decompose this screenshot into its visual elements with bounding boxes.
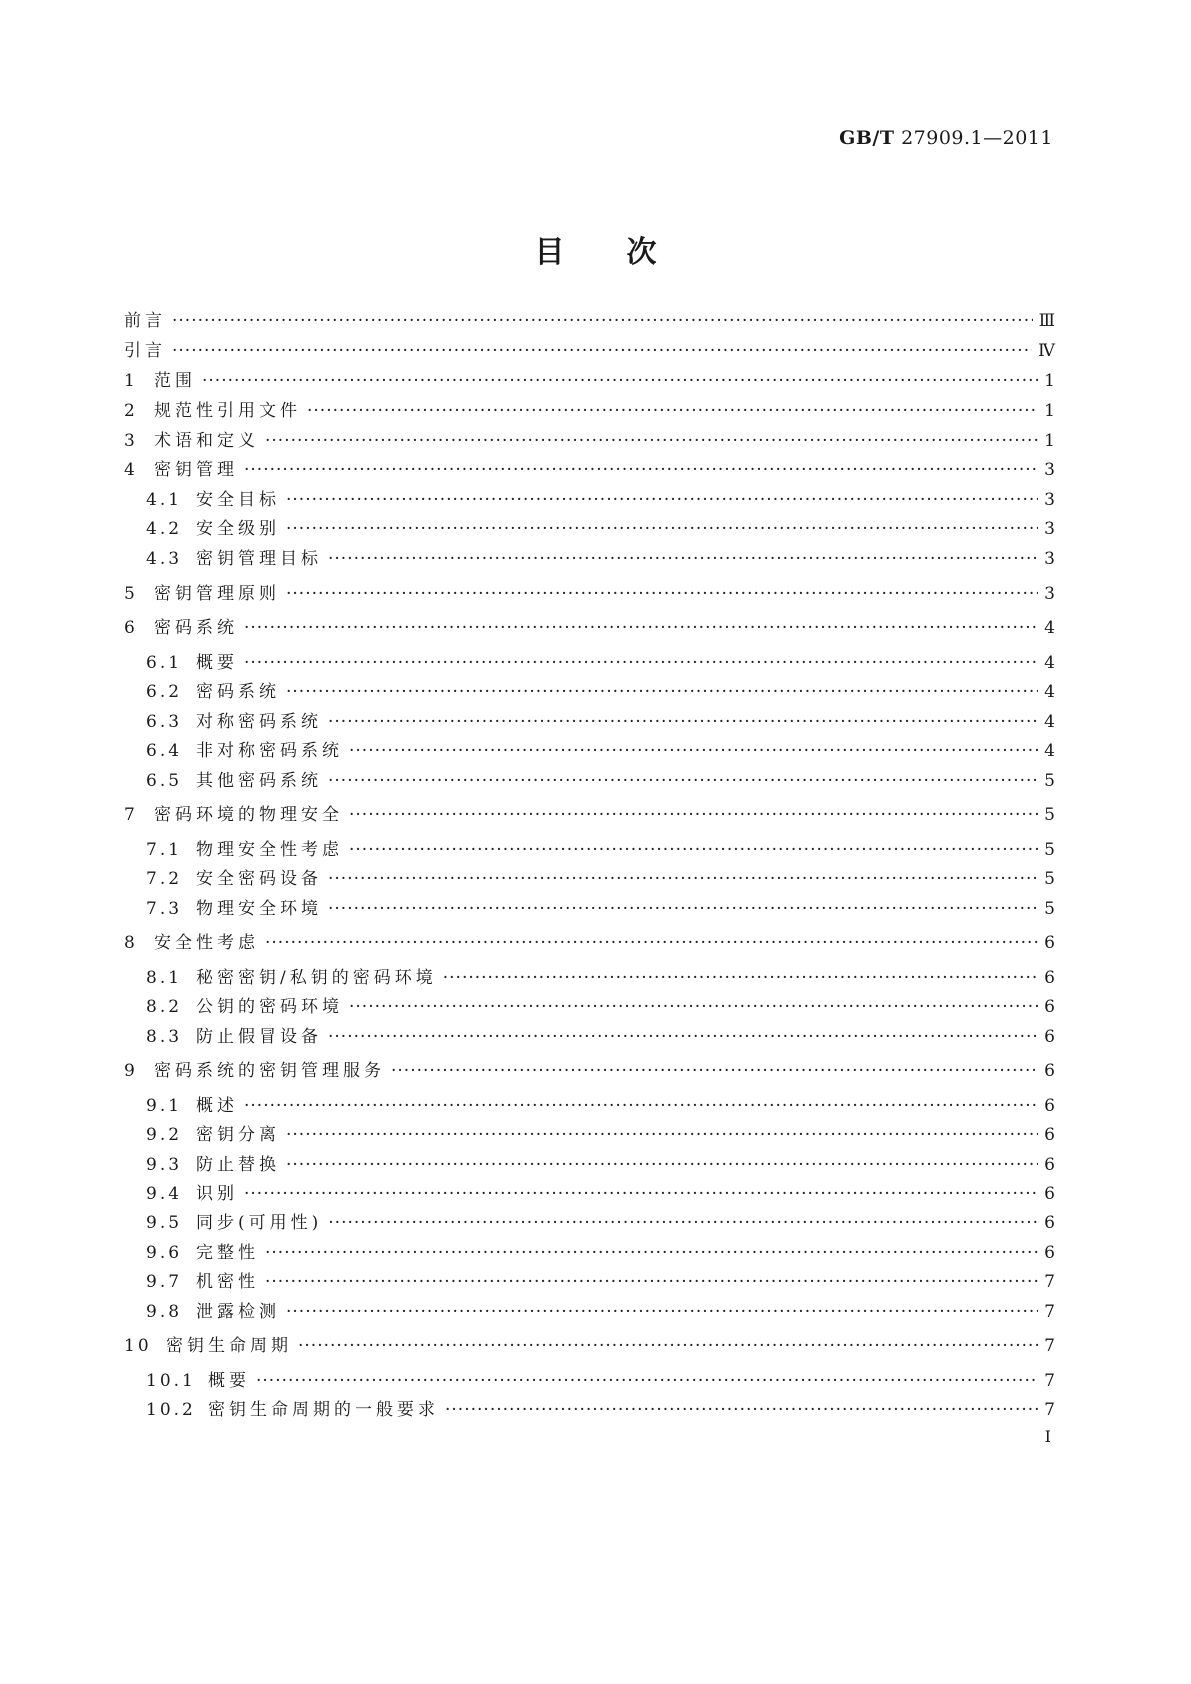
toc-entry-number: 8.2 (146, 997, 183, 1017)
toc-entry-number: 9.5 (146, 1213, 183, 1233)
toc-leader-dots (298, 1332, 1038, 1360)
toc-leader-dots (443, 964, 1038, 992)
toc-entry[interactable] (124, 1151, 1055, 1179)
toc-entry-page: 6 (1044, 997, 1055, 1017)
toc-entry-label: 密钥分离 (196, 1125, 280, 1145)
toc-entry-label: 其他密码系统 (196, 771, 322, 791)
toc-entry-number: 7.3 (146, 899, 183, 919)
toc-entry-page: 1 (1044, 431, 1055, 451)
toc-entry-label: 密钥生命周期的一般要求 (208, 1400, 439, 1420)
toc-entry-page: Ⅳ (1038, 341, 1055, 361)
toc-leader-dots (286, 1151, 1038, 1179)
toc-leader-dots (172, 307, 1033, 335)
toc-entry[interactable] (124, 678, 1055, 706)
toc-entry-label: 密钥管理目标 (196, 549, 322, 569)
toc-entry-label: 安全密码设备 (196, 869, 322, 889)
toc-entry-page: 5 (1044, 899, 1055, 919)
toc-entry-label: 概要 (196, 653, 238, 673)
toc-entry[interactable] (124, 1057, 1055, 1085)
toc-entry-label: 概要 (208, 1371, 250, 1391)
toc-entry-label: 规范性引用文件 (154, 401, 301, 421)
toc-entry-number: 9.7 (146, 1272, 183, 1292)
toc-entry-label: 安全目标 (196, 490, 280, 510)
toc-entry[interactable] (124, 929, 1055, 957)
toc-entry[interactable] (124, 895, 1055, 923)
toc-leader-dots (244, 1092, 1038, 1120)
toc-entry-number: 7.1 (146, 840, 183, 860)
toc-leader-dots (328, 1023, 1038, 1051)
toc-leader-dots (172, 337, 1032, 365)
toc-entry-page: 1 (1044, 371, 1055, 391)
toc-entry-label: 物理安全性考虑 (196, 840, 343, 860)
toc-entry-page: 6 (1044, 1061, 1055, 1081)
toc-entry-page: 5 (1044, 771, 1055, 791)
toc-entry-number: 6.2 (146, 682, 183, 702)
toc-entry[interactable] (124, 580, 1055, 608)
toc-entry-label: 安全性考虑 (154, 933, 259, 953)
toc-entry-label: 密码系统 (154, 618, 238, 638)
toc-entry-page: 6 (1044, 1184, 1055, 1204)
toc-entry[interactable] (124, 865, 1055, 893)
toc-entry[interactable] (124, 307, 1055, 335)
toc-entry-page: 4 (1044, 741, 1055, 761)
toc-leader-dots (328, 545, 1038, 573)
toc-entry-number: 8 (124, 933, 138, 953)
toc-entry-number: 10.2 (146, 1400, 196, 1420)
toc-entry[interactable] (124, 993, 1055, 1021)
toc-entry-page: 6 (1044, 1027, 1055, 1047)
toc-entry[interactable] (124, 427, 1055, 455)
toc-entry[interactable] (124, 708, 1055, 736)
toc-entry-number: 7 (124, 805, 138, 825)
toc-leader-dots (202, 367, 1038, 395)
toc-entry-number: 9.8 (146, 1302, 183, 1322)
toc-entry-number: 9.4 (146, 1184, 183, 1204)
toc-entry[interactable] (124, 614, 1055, 642)
toc-entry-label: 前言 (124, 311, 166, 331)
toc-entry-label: 非对称密码系统 (196, 741, 343, 761)
toc-entry-number: 8.1 (146, 968, 183, 988)
toc-entry-page: Ⅲ (1038, 311, 1055, 331)
toc-entry[interactable] (124, 836, 1055, 864)
toc-entry-label: 对称密码系统 (196, 712, 322, 732)
page-folio: Ⅰ (1044, 1427, 1051, 1446)
toc-leader-dots (391, 1057, 1038, 1085)
toc-entry-number: 1 (124, 371, 138, 391)
toc-entry-page: 6 (1044, 968, 1055, 988)
toc-leader-dots (307, 397, 1038, 425)
toc-entry-page: 6 (1044, 933, 1055, 953)
toc-entry[interactable] (124, 767, 1055, 795)
toc-entry-number: 9 (124, 1061, 138, 1081)
toc-entry-page: 4 (1044, 712, 1055, 732)
toc-entry-page: 5 (1044, 805, 1055, 825)
toc-leader-dots (244, 456, 1038, 484)
toc-entry-page: 3 (1044, 460, 1055, 480)
toc-leader-dots (328, 895, 1038, 923)
toc-entry-number: 3 (124, 431, 138, 451)
toc-entry[interactable] (124, 1092, 1055, 1120)
toc-entry-page: 6 (1044, 1213, 1055, 1233)
toc-entry[interactable] (124, 649, 1055, 677)
toc-entry[interactable] (124, 397, 1055, 425)
toc-entry-page: 4 (1044, 653, 1055, 673)
toc-entry-number: 5 (124, 584, 138, 604)
toc-entry-page: 4 (1044, 682, 1055, 702)
toc-entry-label: 密码系统的密钥管理服务 (154, 1061, 385, 1081)
toc-entry-number: 9.2 (146, 1125, 183, 1145)
toc-leader-dots (244, 614, 1038, 642)
toc-entry-number: 4.2 (146, 519, 183, 539)
toc-entry-label: 公钥的密码环境 (196, 997, 343, 1017)
toc-leader-dots (328, 1209, 1038, 1237)
toc-entry-label: 安全级别 (196, 519, 280, 539)
toc-leader-dots (349, 737, 1038, 765)
toc-leader-dots (286, 486, 1038, 514)
toc-entry[interactable] (124, 1121, 1055, 1149)
toc-leader-dots (244, 649, 1038, 677)
toc-entry-page: 7 (1044, 1272, 1055, 1292)
toc-entry-number: 6.1 (146, 653, 183, 673)
page-title: 目次 (534, 235, 719, 270)
toc-entry-number: 4.3 (146, 549, 183, 569)
toc-entry-number: 6.5 (146, 771, 183, 791)
toc-entry-number: 9.1 (146, 1096, 183, 1116)
toc-entry-label: 密钥生命周期 (166, 1336, 292, 1356)
toc-entry[interactable] (124, 337, 1055, 365)
toc-leader-dots (286, 515, 1038, 543)
toc-entry-number: 7.2 (146, 869, 183, 889)
toc-entry[interactable] (124, 1396, 1055, 1424)
toc-leader-dots (328, 767, 1038, 795)
toc-entry-label: 防止替换 (196, 1155, 280, 1175)
toc-entry-label: 识别 (196, 1184, 238, 1204)
toc-entry[interactable] (124, 367, 1055, 395)
toc-entry-label: 物理安全环境 (196, 899, 322, 919)
toc-entry-page: 7 (1044, 1336, 1055, 1356)
toc-leader-dots (286, 1121, 1038, 1149)
toc-entry[interactable] (124, 1298, 1055, 1326)
toc-leader-dots (265, 1268, 1038, 1296)
toc-entry-number: 2 (124, 401, 138, 421)
toc-entry[interactable] (124, 964, 1055, 992)
toc-entry-number: 6.4 (146, 741, 183, 761)
toc-entry-number: 8.3 (146, 1027, 183, 1047)
toc-leader-dots (286, 1298, 1038, 1326)
toc-entry-label: 同步(可用性) (196, 1213, 323, 1233)
toc-entry[interactable] (124, 737, 1055, 765)
toc-leader-dots (349, 993, 1038, 1021)
toc-entry[interactable] (124, 1268, 1055, 1296)
toc-entry-page: 7 (1044, 1302, 1055, 1322)
toc-leader-dots (328, 708, 1038, 736)
toc-leader-dots (265, 427, 1038, 455)
toc-entry-page: 6 (1044, 1155, 1055, 1175)
toc-leader-dots (256, 1367, 1038, 1395)
toc-entry-number: 4.1 (146, 490, 183, 510)
toc-leader-dots (349, 801, 1038, 829)
toc-entry-label: 引言 (124, 341, 166, 361)
toc-entry-page: 4 (1044, 618, 1055, 638)
toc-entry-page: 7 (1044, 1371, 1055, 1391)
toc-leader-dots (265, 929, 1038, 957)
toc-entry[interactable] (124, 1332, 1055, 1360)
toc-entry-label: 密钥管理 (154, 460, 238, 480)
toc-entry[interactable] (124, 1023, 1055, 1051)
toc-entry-page: 7 (1044, 1400, 1055, 1420)
toc-entry-page: 3 (1044, 549, 1055, 569)
toc-entry[interactable] (124, 545, 1055, 573)
toc-entry-number: 4 (124, 460, 138, 480)
toc-entry[interactable] (124, 1367, 1055, 1395)
toc-entry-label: 概述 (196, 1096, 238, 1116)
standard-code-number: 27909.1—2011 (901, 127, 1053, 149)
toc-leader-dots (265, 1239, 1038, 1267)
toc-entry-number: 10 (124, 1336, 152, 1356)
toc-leader-dots (286, 580, 1038, 608)
toc-entry-label: 机密性 (196, 1272, 259, 1292)
toc-entry[interactable] (124, 1209, 1055, 1237)
toc-leader-dots (244, 1180, 1038, 1208)
standard-code (839, 127, 1053, 149)
standard-code-prefix: GB/T (839, 127, 895, 149)
toc-entry-label: 秘密密钥/私钥的密码环境 (196, 968, 437, 988)
toc-leader-dots (349, 836, 1038, 864)
toc-leader-dots (445, 1396, 1038, 1424)
toc-leader-dots (286, 678, 1038, 706)
toc-entry[interactable] (124, 801, 1055, 829)
toc-entry-label: 密钥管理原则 (154, 584, 280, 604)
toc-entry-label: 泄露检测 (196, 1302, 280, 1322)
toc-entry-label: 范围 (154, 371, 196, 391)
toc-entry-label: 密码系统 (196, 682, 280, 702)
toc-entry-page: 6 (1044, 1243, 1055, 1263)
toc-entry-number: 9.3 (146, 1155, 183, 1175)
toc-entry-page: 6 (1044, 1096, 1055, 1116)
toc-entry[interactable] (124, 1239, 1055, 1267)
toc-entry-page: 1 (1044, 401, 1055, 421)
toc-leader-dots (328, 865, 1038, 893)
toc-entry[interactable] (124, 456, 1055, 484)
toc-entry-number: 10.1 (146, 1371, 196, 1391)
toc-entry-page: 3 (1044, 490, 1055, 510)
toc-entry[interactable] (124, 486, 1055, 514)
toc-entry-page: 6 (1044, 1125, 1055, 1145)
toc-entry-number: 9.6 (146, 1243, 183, 1263)
toc-entry-page: 3 (1044, 519, 1055, 539)
toc-entry[interactable] (124, 1180, 1055, 1208)
toc-entry-label: 密码环境的物理安全 (154, 805, 343, 825)
toc-entry-label: 术语和定义 (154, 431, 259, 451)
toc-entry-page: 5 (1044, 869, 1055, 889)
toc-entry-number: 6.3 (146, 712, 183, 732)
toc-entry-page: 5 (1044, 840, 1055, 860)
toc-entry-page: 3 (1044, 584, 1055, 604)
toc-entry-label: 完整性 (196, 1243, 259, 1263)
toc-entry[interactable] (124, 515, 1055, 543)
toc-entry-label: 防止假冒设备 (196, 1027, 322, 1047)
toc-entry-number: 6 (124, 618, 138, 638)
